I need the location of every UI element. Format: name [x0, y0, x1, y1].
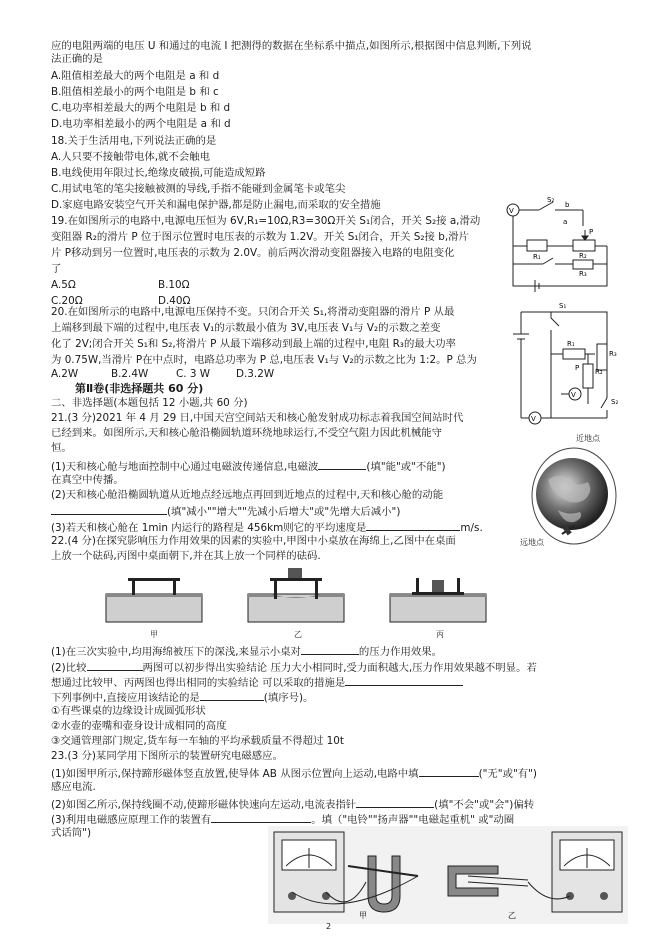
svg-text:甲: 甲: [359, 911, 367, 920]
question-23-part3-hint: 。填（"电铃""扬声器""电磁起重机" 或"动圈: [311, 814, 515, 826]
figure-label-yi: 乙: [294, 630, 302, 639]
svg-text:R₁: R₁: [567, 340, 575, 348]
question-19-stem-line2: 变阻器 R₂的滑片 P 位于图示位置时电压表的示数为 1.2V。开关 S₁闭合，开关 S₂接 b,滑片: [51, 231, 469, 243]
svg-text:S₁: S₁: [559, 302, 567, 310]
question-20-stem-line2: 上端移到最下端的过程中,电压表 V₁的示数最小值为 3V,电压表 V₁与 V₂的示数之差变: [51, 322, 441, 334]
question-22-example-3: ③交通管理部门规定,货车每一车轴的平均承载质量不得超过 10t: [51, 735, 344, 747]
question-21-stem-line3: 恒。: [51, 442, 72, 454]
question-17-option-a: A.阻值相差最大的两个电阻是 a 和 d: [51, 70, 220, 82]
question-23-part3: [51, 812, 514, 827]
question-20-stem-line4: 为 0.75W,当滑片 P在中点时，电路总功率为 P 总,电压表 V₁与 V₂的示数之比为 1:2。P 总为: [51, 354, 477, 366]
question-22-part2-text: (2)比较: [51, 662, 87, 674]
question-21-part1-hint: (填"能"或"不能"): [366, 461, 446, 473]
svg-text:V: V: [531, 415, 536, 423]
question-19-stem-line1: 19.在如图所示的电路中,电源电压恒为 6V,R₁=10Ω,R3=30Ω开关 S₁闭合，开关 S₂接 a,滑动: [51, 215, 481, 227]
svg-text:S₂: S₂: [547, 196, 555, 204]
answer-blank[interactable]: [51, 504, 167, 515]
question-23-part1: [51, 766, 537, 781]
question-18-stem: 18.关于生活用电,下列说法正确的是: [51, 135, 217, 147]
answer-blank[interactable]: [356, 797, 434, 808]
question-17-option-d: D.电功率相差最小的两个电阻是 a 和 d: [51, 118, 231, 130]
question-22-example-1: ①有些课桌的边缘设计成圆弧形状: [51, 705, 206, 717]
question-20-circuit-diagram: [507, 294, 619, 426]
question-22-part1-tail: 的压力作用效果。: [358, 646, 443, 658]
svg-text:R₂: R₂: [579, 252, 587, 260]
question-21-part3-unit: m/s.: [460, 522, 483, 534]
galvanometer-yi: [552, 832, 622, 912]
electromagnetic-induction-figure: [268, 826, 628, 924]
question-20-option-d: D.3.2W: [236, 368, 275, 380]
question-22-part2-line3: [51, 690, 313, 705]
question-22-part2-line2: [51, 675, 463, 690]
question-19-option-d: D.40Ω: [158, 295, 191, 307]
question-18-option-b: B.电线使用年限过长,绝缘皮破损,可能造成短路: [51, 167, 266, 179]
question-19-option-b: B.10Ω: [158, 279, 190, 291]
question-20-option-a: A.2W: [51, 368, 79, 380]
question-22-stem-line2: 上放一个砝码,丙图中桌面朝下,并在其上放一个同样的砝码.: [51, 550, 321, 562]
question-23-part1-text: (1)如图甲所示,保持蹄形磁体竖直放置,使导体 AB 从图示位置向上运动,电路中填: [51, 768, 419, 780]
question-22-stem-line1: 22.(4 分)在探究影响压力作用效果的因素的实验中,甲图中小桌放在海绵上,乙图中在桌面: [51, 535, 456, 547]
question-21-part3: [51, 520, 483, 535]
question-22-part2-tail: 两图可以初步得出实验结论 压力大小相同时,受力面积越大,压力作用效果越不明显。若: [142, 662, 537, 674]
sponge-bing: [390, 578, 486, 622]
svg-text:P: P: [589, 228, 594, 236]
svg-text:V: V: [571, 391, 576, 399]
question-22-part2-hint: (填序号)。: [263, 692, 314, 704]
svg-text:R₁: R₁: [533, 253, 541, 261]
question-21-part1-text: (1)天和核心舱与地面控制中心通过电磁波传递信息,电磁波: [51, 461, 319, 473]
question-21-stem-line2: 已经到来。如图所示,天和核心舱沿椭圆轨道环绕地球运行,不受空气阻力因此机械能守: [51, 427, 443, 439]
answer-blank[interactable]: [87, 660, 143, 671]
svg-text:R₃: R₃: [579, 270, 587, 278]
question-17-stem-line2: 法正确的是: [51, 53, 103, 65]
section-subtitle: 二、非选择题(本题包括 12 小题,共 60 分): [51, 397, 248, 409]
question-19-circuit-diagram: [503, 196, 615, 292]
svg-text:S₂: S₂: [611, 398, 619, 406]
answer-blank[interactable]: [345, 675, 463, 686]
question-21-part3-text: (3)若天和核心舱在 1min 内运行的路程是 456km则它的平均速度是: [51, 522, 367, 534]
svg-text:R₃: R₃: [609, 350, 617, 358]
answer-blank[interactable]: [301, 644, 359, 655]
question-18-option-c: C.用试电笔的笔尖接触被测的导线,手指不能碰到金属笔卡或笔尖: [51, 183, 346, 195]
answer-blank[interactable]: [211, 812, 311, 823]
answer-blank[interactable]: [366, 520, 460, 531]
page-number: 2: [326, 922, 332, 931]
sponge-yi: [248, 568, 344, 622]
answer-blank[interactable]: [200, 690, 264, 701]
answer-blank[interactable]: [419, 766, 479, 777]
question-19-stem-line3: 片 P移动到另一位置时,电压表的示数为 2.0V。前后两次滑动变阻器接入电路的电阻变化: [51, 247, 455, 259]
question-19-option-c: C.20Ω: [51, 295, 83, 307]
earth-orbit-drawing: [518, 440, 618, 548]
question-23-part1-hint: ("无"或"有"): [478, 768, 537, 780]
question-19-stem-line4: 了: [51, 263, 62, 275]
question-21-part2-hint: (填"减小""增大""先减小后增大"或"先增大后减小"): [167, 506, 401, 518]
question-21-part2: (2)天和核心舱沿椭圆轨道从近地点经远地点再回到近地点的过程中,天和核心舱的动能: [51, 489, 444, 501]
question-21-stem-line1: 21.(3 分)2021 年 4 月 29 日,中国天宫空间站天和核心舱发射成功标志着我国空间站时代: [51, 412, 464, 424]
question-23-part2: [51, 797, 534, 812]
question-23-part3-cont: 式话筒"): [51, 827, 92, 839]
section-title: 第Ⅱ卷(非选择题共 60 分): [75, 382, 204, 395]
question-22-part2: [51, 660, 537, 675]
question-21-part2-cont: [51, 504, 400, 519]
question-23-part2-text: (2)如图乙所示,保持线圈不动,使蹄形磁体快速向左运动,电流表指针: [51, 799, 357, 811]
question-19-option-a: A.5Ω: [51, 279, 76, 291]
svg-text:P: P: [575, 364, 580, 372]
earth-orbit-figure: [518, 434, 618, 548]
svg-text:V: V: [509, 207, 514, 215]
question-23-part3-text: (3)利用电磁感应原理工作的装置有: [51, 814, 212, 826]
question-21-part1: [51, 459, 446, 474]
figure-label-jia: 甲: [150, 630, 158, 639]
apogee-label: 远地点: [520, 538, 544, 547]
question-17-option-c: C.电功率相差最大的两个电阻是 b 和 d: [51, 102, 231, 114]
question-18-option-d: D.家庭电路安装空气开关和漏电保护器,都是防止漏电,而采取的安全措施: [51, 199, 381, 211]
svg-text:a: a: [563, 218, 568, 226]
question-23-part2-hint: (填"不会"或"会")偏转: [434, 799, 535, 811]
answer-blank[interactable]: [318, 459, 366, 470]
question-20-option-c: C. 3 W: [176, 368, 211, 380]
svg-text:b: b: [565, 201, 570, 209]
question-17-stem-line1: 应的电阻两端的电压 U 和通过的电流 I 把测得的数据在坐标系中描点,如图所示,根据图中信息判断,下列说: [51, 40, 532, 52]
question-23-part1-cont: 感应电流.: [51, 781, 96, 793]
question-18-option-a: A.人只要不接触带电体,就不会触电: [51, 151, 210, 163]
question-22-part2-example: 下列事例中,直接应用该结论的是: [51, 692, 200, 704]
perigee-label: 近地点: [576, 434, 600, 443]
question-23-stem: 23.(3 分)某同学用下图所示的装置研究电磁感应。: [51, 750, 283, 762]
question-22-part1-text: (1)在三次实验中,均用海绵被压下的深浅,来显示小桌对: [51, 646, 301, 658]
question-22-part2-measure: 想通过比较甲、丙两图也得出相同的实验结论 可以采取的措施是: [51, 677, 346, 689]
sponge-jia: [106, 578, 202, 622]
figure-label-bing: 丙: [436, 630, 444, 639]
question-20-stem-line1: 20.在如图所示的电路中,电源电压保持不变。只闭合开关 S₁,将滑动变阻器的滑片 P 从最: [51, 306, 455, 318]
question-17-option-b: B.阻值相差最小的两个电阻是 b 和 c: [51, 86, 219, 98]
question-22-part1: [51, 644, 442, 659]
question-20-option-b: B.2.4W: [111, 368, 149, 380]
svg-text:R₂: R₂: [595, 368, 603, 376]
question-22-example-2: ②水壶的壶嘴和壶身设计成相同的高度: [51, 720, 227, 732]
svg-text:乙: 乙: [508, 911, 516, 920]
question-21-part1-cont: 在真空中传播。: [51, 474, 124, 486]
question-20-stem-line3: 化了 2V;闭合开关 S₁和 S₂,将滑片 P 从最下端移动到最上端的过程中,电阻 R₃的最大功率: [51, 338, 456, 350]
